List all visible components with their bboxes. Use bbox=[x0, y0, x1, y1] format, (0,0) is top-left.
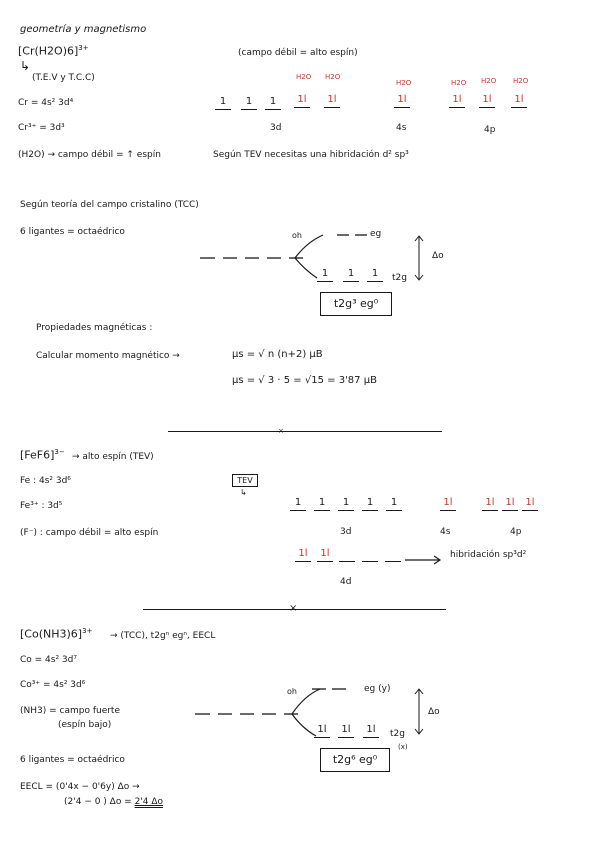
orbital-box bbox=[386, 497, 402, 511]
ligand-note: (F⁻) : campo débil = alto espín bbox=[20, 528, 159, 538]
spin-note: → alto espín (TEV) bbox=[72, 452, 154, 462]
configuration-box: t2g³ eg⁰ bbox=[320, 292, 392, 316]
configuration-box: t2g⁶ eg⁰ bbox=[320, 748, 390, 772]
eg-label: eg (y) bbox=[364, 684, 391, 694]
ligand-label: H2O bbox=[296, 73, 312, 81]
orbital-box-ligand bbox=[317, 548, 333, 562]
electron: 1 bbox=[342, 497, 350, 508]
orbital-box bbox=[215, 96, 231, 110]
orbital-box-ligand bbox=[482, 497, 498, 511]
hybridization-note: Según TEV necesitas una hibridación d² sp³ bbox=[213, 150, 409, 160]
orbital-box-ligand bbox=[522, 497, 538, 511]
ligand-note: (NH3) = campo fuerte bbox=[20, 706, 120, 716]
arrow-curve-icon: ↳ bbox=[240, 488, 247, 497]
orbital-box-ligand bbox=[440, 497, 456, 511]
moment-calculation: μs = √ 3 · 5 = √15 = 3'87 μB bbox=[232, 375, 377, 386]
t2g-orbital bbox=[338, 724, 354, 738]
orbital-box-ligand bbox=[295, 548, 311, 562]
fe3-configuration: Fe³⁺ : 3d⁵ bbox=[20, 501, 63, 511]
t2g-orbital bbox=[363, 724, 379, 738]
t2g-orbital bbox=[317, 268, 333, 282]
complex-charge: 3− bbox=[54, 448, 65, 456]
electron: 1 bbox=[318, 497, 326, 508]
eecl-result: 2'4 Δo bbox=[134, 797, 164, 807]
electron-pair: 1l bbox=[452, 94, 462, 105]
co-configuration: Co = 4s² 3d⁷ bbox=[20, 655, 77, 665]
electron-pair: 1l bbox=[298, 548, 308, 559]
complex-formula bbox=[20, 627, 92, 641]
electron-pair: 1l bbox=[443, 497, 453, 508]
t2g-label: t2g bbox=[390, 729, 405, 739]
electron: 1 bbox=[294, 497, 302, 508]
electron: 1 bbox=[245, 96, 253, 107]
label-4p: 4p bbox=[510, 527, 522, 537]
empty-orbital bbox=[362, 561, 378, 562]
electron-pair: 1l bbox=[327, 94, 337, 105]
complex-name: [Cr(H2O)6] bbox=[18, 44, 79, 58]
oh-label: oh bbox=[292, 231, 302, 240]
t2g-orbital bbox=[367, 268, 383, 282]
arrow-curve-icon: ↳ bbox=[20, 59, 31, 73]
orbital-box bbox=[338, 497, 354, 511]
t2g-orbital bbox=[343, 268, 359, 282]
eecl-substitution bbox=[64, 796, 163, 808]
electron-pair: 1l bbox=[397, 94, 407, 105]
electron-pair: 1l bbox=[482, 94, 492, 105]
cr-configuration: Cr = 4s² 3d⁴ bbox=[18, 98, 74, 108]
orbital-box-ligand bbox=[502, 497, 518, 511]
electron: 1 bbox=[371, 268, 379, 279]
electron: 1 bbox=[366, 497, 374, 508]
electron-pair: 1l bbox=[341, 724, 351, 735]
electron-pair: 1l bbox=[320, 548, 330, 559]
electron-pair: 1l bbox=[485, 497, 495, 508]
section-title: geometría y magnetismo bbox=[20, 24, 147, 35]
orbital-box-ligand bbox=[479, 94, 495, 108]
electron-pair: 1l bbox=[514, 94, 524, 105]
electron: 1 bbox=[347, 268, 355, 279]
methods-label: (T.E.V y T.C.C) bbox=[32, 73, 95, 83]
field-note: (campo débil = alto espín) bbox=[238, 48, 358, 58]
complex-formula bbox=[20, 448, 65, 462]
electron: 1 bbox=[269, 96, 277, 107]
orbital-box bbox=[290, 497, 306, 511]
orbital-box-ligand bbox=[294, 94, 310, 108]
electron-pair: 1l bbox=[505, 497, 515, 508]
t2g-orbital bbox=[314, 724, 330, 738]
delta-label: Δo bbox=[428, 707, 440, 717]
eg-label: eg bbox=[370, 229, 382, 239]
oh-label: oh bbox=[287, 687, 297, 696]
hybridization-label: hibridación sp³d² bbox=[450, 550, 527, 560]
complex-name: [FeF6] bbox=[20, 448, 55, 462]
empty-orbital bbox=[385, 561, 401, 562]
electron: 1 bbox=[219, 96, 227, 107]
ligand-label: H2O bbox=[513, 77, 529, 85]
ligand-label: H2O bbox=[451, 79, 467, 87]
eecl-formula: EECL = (0'4x − 0'6y) Δo → bbox=[20, 782, 140, 792]
label-3d: 3d bbox=[340, 527, 352, 537]
orbital-box-ligand bbox=[449, 94, 465, 108]
orbital-box-ligand bbox=[511, 94, 527, 108]
tev-box: TEV bbox=[232, 474, 258, 487]
orbital-box bbox=[362, 497, 378, 511]
divider-mark-icon: × bbox=[289, 603, 298, 614]
moment-label: Calcular momento magnético → bbox=[36, 351, 180, 361]
low-spin-note: (espín bajo) bbox=[58, 720, 112, 730]
orbital-box bbox=[241, 96, 257, 110]
ligand-note: (H2O) → campo débil = ↑ espín bbox=[18, 150, 161, 160]
t2g-label: t2g bbox=[392, 273, 407, 283]
empty-orbital bbox=[339, 561, 355, 562]
orbital-box bbox=[265, 96, 281, 110]
ligand-label: H2O bbox=[396, 79, 412, 87]
orbital-box bbox=[314, 497, 330, 511]
section-divider bbox=[168, 431, 442, 432]
ligand-label: H2O bbox=[481, 77, 497, 85]
cr3-configuration: Cr³⁺ = 3d³ bbox=[18, 123, 65, 133]
electron: 1 bbox=[390, 497, 398, 508]
magnetic-props-title: Propiedades magnéticas : bbox=[36, 323, 153, 333]
arrow-right-icon bbox=[405, 555, 445, 565]
fe-configuration: Fe : 4s² 3d⁶ bbox=[20, 476, 71, 486]
complex-name: [Co(NH3)6] bbox=[20, 627, 83, 641]
orbital-box-ligand bbox=[394, 94, 410, 108]
delta-label: Δo bbox=[432, 251, 444, 261]
electron-pair: 1l bbox=[525, 497, 535, 508]
electron-pair: 1l bbox=[366, 724, 376, 735]
divider-mark-icon: × bbox=[278, 427, 284, 435]
electron: 1 bbox=[321, 268, 329, 279]
label-4s: 4s bbox=[440, 527, 451, 537]
ligands-note: 6 ligantes = octaédrico bbox=[20, 227, 125, 237]
ligand-label: H2O bbox=[325, 73, 341, 81]
ligands-note: 6 ligantes = octaédrico bbox=[20, 755, 125, 765]
electron-pair: 1l bbox=[317, 724, 327, 735]
label-4s: 4s bbox=[396, 123, 407, 133]
label-3d: 3d bbox=[270, 123, 282, 133]
moment-formula: μs = √ n (n+2) μB bbox=[232, 349, 323, 360]
eecl-expression: (2'4 − 0 ) Δo = bbox=[64, 797, 132, 807]
tcc-title: Según teoría del campo cristalino (TCC) bbox=[20, 200, 199, 210]
complex-formula bbox=[18, 44, 89, 58]
complex-charge: 3+ bbox=[82, 627, 93, 635]
orbital-box-ligand bbox=[324, 94, 340, 108]
t2g-subscript: (x) bbox=[398, 743, 408, 751]
label-4p: 4p bbox=[484, 125, 496, 135]
co3-configuration: Co³⁺ = 4s² 3d⁶ bbox=[20, 680, 86, 690]
method-note: → (TCC), t2gⁿ egⁿ, EECL bbox=[110, 631, 216, 641]
label-4d: 4d bbox=[340, 577, 352, 587]
electron-pair: 1l bbox=[297, 94, 307, 105]
complex-charge: 3+ bbox=[78, 44, 89, 52]
